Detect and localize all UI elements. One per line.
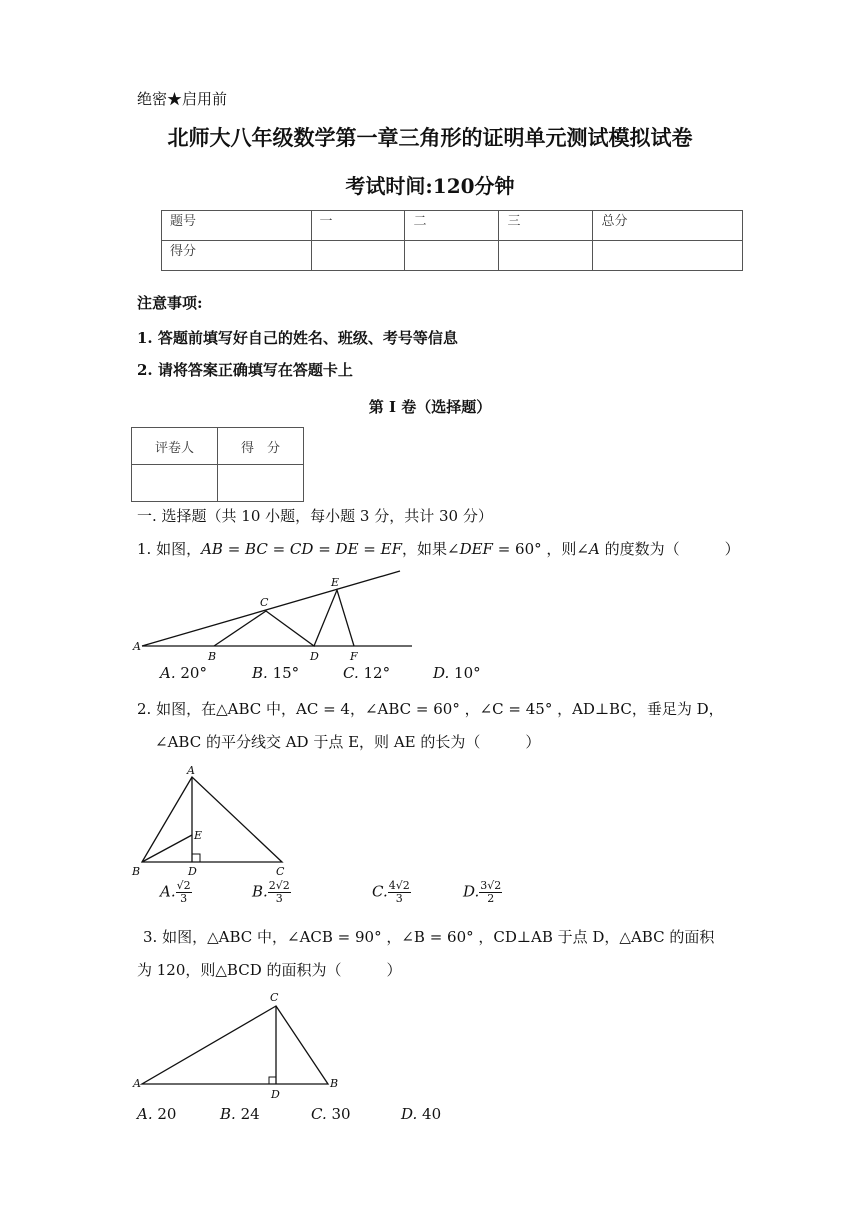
option-letter: D. <box>401 1105 418 1123</box>
option-letter: C. <box>343 664 359 682</box>
grader-input-cell[interactable] <box>132 465 218 502</box>
score-cell: 题号 <box>162 211 312 241</box>
q1-mid: ，如果∠ <box>401 540 460 558</box>
question-1-text <box>137 538 740 559</box>
score-cell: 总分 <box>593 211 743 241</box>
q1-tail: 的度数为（ ） <box>599 540 740 558</box>
score-input-cell[interactable] <box>218 465 304 502</box>
score-label: 得 分 <box>218 428 304 465</box>
option-letter: B. <box>220 1105 236 1123</box>
q1-option-d[interactable] <box>433 664 481 682</box>
fraction-numerator: 3√2 <box>480 879 502 892</box>
q2-label: E <box>194 829 203 842</box>
q1-label: B <box>208 650 217 663</box>
score-cell: 得分 <box>162 241 312 271</box>
score-input-cell[interactable] <box>593 241 743 271</box>
q1-label: D <box>310 650 319 663</box>
fraction-numerator: 4√2 <box>388 879 410 892</box>
score-cell: 二 <box>405 211 499 241</box>
option-letter: C. <box>311 1105 327 1123</box>
score-table <box>161 210 743 271</box>
option-text: 20 <box>152 1105 177 1123</box>
secret-mark: 绝密★启用前 <box>137 90 228 108</box>
fraction-denominator: 3 <box>395 892 403 905</box>
option-text: 24 <box>235 1105 260 1123</box>
option-text: 30 <box>326 1105 351 1123</box>
q2-option-a[interactable] <box>160 880 192 905</box>
q3-label: A <box>133 1077 141 1090</box>
option-fraction <box>388 880 411 905</box>
note-item: 1. 答题前填写好自己的姓名、班级、考号等信息 <box>137 329 458 347</box>
score-cell: 一 <box>311 211 405 241</box>
score-table-row <box>162 211 743 241</box>
q3-option-a[interactable] <box>137 1105 176 1123</box>
q2-label: B <box>132 865 141 878</box>
option-text: 20° <box>175 664 207 682</box>
q3-option-c[interactable] <box>311 1105 351 1123</box>
q1-figure <box>130 564 420 664</box>
grader-table <box>131 427 304 502</box>
option-text: 12° <box>358 664 391 682</box>
page-title: 北师大八年级数学第一章三角形的证明单元测试模拟试卷 <box>167 125 693 150</box>
q1-label: E <box>331 576 340 589</box>
question-3-line1: 3. 如图，△ABC 中，∠ACB = 90° ，∠B = 60° ，CD⊥AB 于点 D，△ABC 的面积 <box>143 928 715 946</box>
question-3-line2: 为 120，则△BCD 的面积为（ ） <box>137 961 402 979</box>
q1-label: A <box>133 640 141 653</box>
q2-option-b[interactable] <box>252 880 291 905</box>
fraction-numerator: √2 <box>176 879 191 892</box>
fraction-numerator: 2√2 <box>268 879 290 892</box>
score-input-cell[interactable] <box>499 241 593 271</box>
q2-figure <box>130 762 300 882</box>
q1-angle: DEF <box>459 540 493 558</box>
option-letter: A. <box>160 882 176 901</box>
option-fraction <box>176 880 192 905</box>
option-fraction <box>268 880 291 905</box>
q2-option-c[interactable] <box>372 880 411 905</box>
exam-duration: 考试时间:120分钟 <box>345 174 515 198</box>
option-letter: A. <box>137 1105 153 1123</box>
option-letter: C. <box>372 882 388 901</box>
score-input-cell[interactable] <box>405 241 499 271</box>
q1-label: C <box>260 596 269 609</box>
fraction-denominator: 2 <box>487 892 495 905</box>
notes-heading: 注意事项: <box>137 294 203 312</box>
q1-ask: A <box>588 540 600 558</box>
note-item: 2. 请将答案正确填写在答题卡上 <box>137 361 353 379</box>
q2-option-d[interactable] <box>463 880 502 905</box>
fraction-denominator: 3 <box>275 892 283 905</box>
grader-label: 评卷人 <box>132 428 218 465</box>
q2-label: A <box>187 764 195 777</box>
q1-num: 1. 如图， <box>137 540 202 558</box>
q2-label: D <box>188 865 197 878</box>
q3-figure <box>130 988 350 1103</box>
option-letter: B. <box>252 664 268 682</box>
option-letter: D. <box>463 882 480 901</box>
section-title: 第 I 卷（选择题） <box>368 398 492 416</box>
option-fraction <box>479 880 502 905</box>
q1-option-a[interactable] <box>160 664 207 682</box>
option-text: 15° <box>267 664 300 682</box>
score-cell: 三 <box>499 211 593 241</box>
option-letter: B. <box>252 882 268 901</box>
part-heading: 一. 选择题（共 10 小题，每小题 3 分，共计 30 分） <box>137 507 493 525</box>
question-2-line2: ∠ABC 的平分线交 AD 于点 E，则 AE 的长为（ ） <box>155 733 541 751</box>
q3-label: C <box>270 991 279 1004</box>
option-text: 40 <box>417 1105 442 1123</box>
option-letter: A. <box>160 664 176 682</box>
score-input-cell[interactable] <box>311 241 405 271</box>
q1-option-c[interactable] <box>343 664 390 682</box>
q1-value: = 60° ，则∠ <box>492 540 589 558</box>
option-letter: D. <box>433 664 450 682</box>
q1-condition: AB = BC = CD = DE = EF <box>201 540 402 558</box>
fraction-denominator: 3 <box>180 892 188 905</box>
q3-label: D <box>271 1088 280 1101</box>
q1-option-b[interactable] <box>252 664 299 682</box>
score-table-row <box>162 241 743 271</box>
q1-label: F <box>350 650 358 663</box>
q3-label: B <box>330 1077 339 1090</box>
option-text: 10° <box>449 664 481 682</box>
q2-label: C <box>276 865 285 878</box>
q3-option-b[interactable] <box>220 1105 260 1123</box>
q3-option-d[interactable] <box>401 1105 441 1123</box>
question-2-line1: 2. 如图，在△ABC 中，AC = 4，∠ABC = 60° ，∠C = 45° ，AD⊥BC，垂足为 D， <box>137 700 724 718</box>
